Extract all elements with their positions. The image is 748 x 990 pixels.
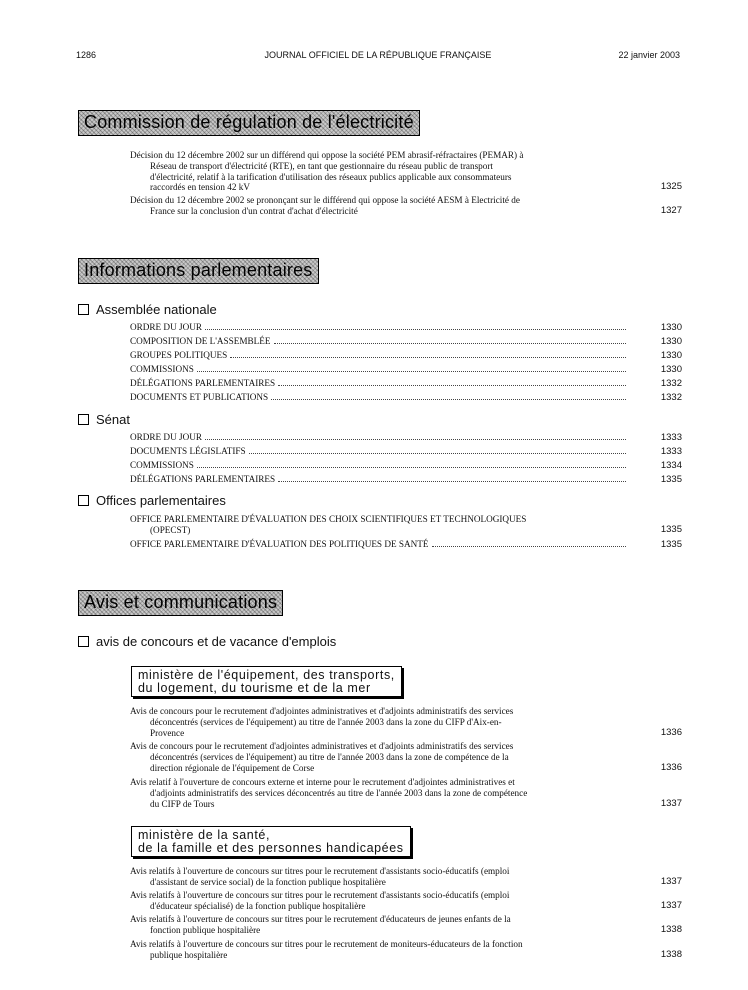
ministry-line: du logement, du tourisme et de la mer bbox=[138, 681, 371, 695]
row-page: 1334 bbox=[660, 460, 682, 471]
row-label: DOCUMENTS LÉGISLATIFS bbox=[130, 446, 246, 456]
entry-text-cont: Réseau de transport d'électricité (RTE), en tant que gestionnaire du réseau public de transport bbox=[150, 160, 493, 171]
subsection-heading: Offices parlementaires bbox=[96, 493, 226, 508]
toc-entry[interactable] bbox=[130, 195, 682, 217]
entry-text-first: Avis relatif à l'ouverture de concours externe et interne pour le recrutement d'adjointes administratives et bbox=[130, 777, 515, 787]
section-banner-info: Informations parlementaires bbox=[78, 258, 319, 284]
entry-text-first: Décision du 12 décembre 2002 se prononçant sur le différend qui oppose la société AESM à Electricité de bbox=[130, 195, 520, 205]
subsection-heading: Assemblée nationale bbox=[96, 302, 217, 317]
entry-page: 1336 bbox=[660, 761, 682, 773]
row-page: 1330 bbox=[660, 336, 682, 347]
entry-text-first: Avis relatifs à l'ouverture de concours sur titres pour le recrutement d'assistants socio-éducatifs (emploi bbox=[130, 866, 510, 876]
toc-row[interactable] bbox=[130, 378, 682, 390]
ministry-box-equipement bbox=[131, 666, 402, 697]
row-label: COMMISSIONS bbox=[130, 460, 194, 470]
entry-page: 1335 bbox=[660, 523, 682, 535]
issue-date: 22 janvier 2003 bbox=[618, 50, 680, 60]
entry-text-last: (OPECST) bbox=[150, 524, 191, 535]
section-banner-cre: Commission de régulation de l'électricité bbox=[78, 110, 420, 136]
entry-text-first: Décision du 12 décembre 2002 sur un différend qui oppose la société PEM abrasif-réfractaires (PEMAR) à bbox=[130, 150, 524, 160]
toc-row[interactable] bbox=[130, 364, 682, 376]
entry-text-last: d'éducateur spécialisé) de la fonction publique hospitalière bbox=[150, 900, 366, 911]
row-page: 1335 bbox=[660, 539, 682, 550]
row-label: COMPOSITION DE L'ASSEMBLÉE bbox=[130, 336, 271, 346]
entry-text-first: Avis de concours pour le recrutement d'adjointes administratives et d'adjoints administratifs des services bbox=[130, 741, 514, 751]
row-page: 1330 bbox=[660, 364, 682, 375]
row-label: DOCUMENTS ET PUBLICATIONS bbox=[130, 392, 269, 402]
row-page: 1330 bbox=[660, 350, 682, 361]
ministry-box-sante bbox=[131, 826, 411, 857]
entry-text-cont: déconcentrés (services de l'équipement) au titre de l'année 2003 dans la zone de compétence de la bbox=[150, 751, 509, 762]
leader-dots bbox=[197, 371, 626, 372]
toc-row[interactable] bbox=[130, 432, 682, 444]
row-page: 1335 bbox=[660, 474, 682, 485]
entry-text-last: d'assistant de service social) de la fonction publique hospitalière bbox=[150, 876, 386, 887]
entry-text-cont: déconcentrés (services de l'équipement) au titre de l'année 2003 dans la zone du CIFP d'Aix-en- bbox=[150, 716, 502, 727]
subsection-heading: Sénat bbox=[96, 412, 130, 427]
page-number: 1286 bbox=[76, 50, 97, 60]
section-banner-avis: Avis et communications bbox=[78, 590, 283, 616]
entry-text-first: Avis relatifs à l'ouverture de concours sur titres pour le recrutement d'éducateurs de jeunes enfants de la bbox=[130, 914, 511, 924]
entry-text-first: OFFICE PARLEMENTAIRE D'ÉVALUATION DES CHOIX SCIENTIFIQUES ET TECHNOLOGIQUES bbox=[130, 514, 527, 524]
subsection-assemblee bbox=[78, 302, 217, 317]
row-label: ORDRE DU JOUR bbox=[130, 432, 202, 442]
toc-row[interactable] bbox=[130, 392, 682, 404]
toc-row[interactable] bbox=[130, 446, 682, 458]
checkbox-square-icon bbox=[78, 495, 89, 506]
entry-page: 1337 bbox=[660, 797, 682, 809]
entry-text-last: publique hospitalière bbox=[150, 949, 228, 960]
leader-dots bbox=[432, 546, 627, 547]
row-label: DÉLÉGATIONS PARLEMENTAIRES bbox=[130, 474, 276, 484]
toc-entry[interactable] bbox=[130, 777, 682, 809]
entry-page: 1338 bbox=[660, 948, 682, 960]
entry-text-last: raccordés en tension 42 kV bbox=[150, 182, 251, 193]
leader-dots bbox=[197, 467, 626, 468]
entry-text-cont: d'électricité, relatif à la tarification d'utilisation des réseaux publics applicable aux consommateurs bbox=[150, 171, 512, 182]
toc-entry[interactable] bbox=[130, 866, 682, 888]
entry-page: 1336 bbox=[660, 726, 682, 738]
toc-row[interactable] bbox=[130, 350, 682, 362]
leader-dots bbox=[205, 439, 626, 440]
entry-text-first: Avis relatifs à l'ouverture de concours sur titres pour le recrutement de moniteurs-éducateurs de la fonction bbox=[130, 939, 523, 949]
entry-text-last: direction régionale de l'équipement de Corse bbox=[150, 762, 315, 773]
row-label: GROUPES POLITIQUES bbox=[130, 350, 228, 360]
entry-page: 1325 bbox=[660, 181, 682, 193]
entry-page: 1337 bbox=[660, 899, 682, 911]
leader-dots bbox=[249, 453, 626, 454]
toc-entry[interactable] bbox=[130, 741, 682, 773]
toc-entry[interactable] bbox=[130, 150, 682, 193]
row-label: DÉLÉGATIONS PARLEMENTAIRES bbox=[130, 378, 276, 388]
entry-text-last: France sur la conclusion d'un contrat d'achat d'électricité bbox=[150, 205, 358, 216]
journal-title: JOURNAL OFFICIEL DE LA RÉPUBLIQUE FRANÇAISE bbox=[264, 50, 492, 60]
entry-page: 1327 bbox=[660, 204, 682, 216]
entry-text-cont: d'adjoints administratifs des services déconcentrés au titre de l'année 2003 dans la zone de compétence bbox=[150, 787, 528, 798]
row-label: ORDRE DU JOUR bbox=[130, 322, 202, 332]
leader-dots bbox=[278, 481, 626, 482]
entry-text-last: du CIFP de Tours bbox=[150, 798, 215, 809]
toc-row[interactable] bbox=[130, 322, 682, 334]
checkbox-square-icon bbox=[78, 304, 89, 315]
row-page: 1332 bbox=[660, 378, 682, 389]
toc-entry[interactable] bbox=[130, 890, 682, 912]
toc-entry[interactable] bbox=[130, 939, 682, 961]
row-page: 1333 bbox=[660, 446, 682, 457]
toc-row[interactable] bbox=[130, 539, 682, 551]
subsection-offices bbox=[78, 493, 226, 508]
entry-page: 1337 bbox=[660, 875, 682, 887]
entry-page: 1338 bbox=[660, 923, 682, 935]
leader-dots bbox=[205, 329, 626, 330]
toc-row[interactable] bbox=[130, 336, 682, 348]
checkbox-square-icon bbox=[78, 414, 89, 425]
toc-row[interactable] bbox=[130, 474, 682, 486]
toc-row[interactable] bbox=[130, 460, 682, 472]
toc-entry[interactable] bbox=[130, 706, 682, 738]
entry-text-first: Avis relatifs à l'ouverture de concours sur titres pour le recrutement d'assistants socio-éducatifs (emploi bbox=[130, 890, 510, 900]
subsection-heading: avis de concours et de vacance d'emplois bbox=[96, 634, 337, 649]
leader-dots bbox=[274, 343, 627, 344]
leader-dots bbox=[230, 357, 626, 358]
leader-dots bbox=[278, 385, 626, 386]
toc-entry[interactable] bbox=[130, 514, 682, 536]
toc-entry[interactable] bbox=[130, 914, 682, 936]
row-page: 1330 bbox=[660, 322, 682, 333]
checkbox-square-icon bbox=[78, 636, 89, 647]
row-page: 1332 bbox=[660, 392, 682, 403]
subsection-senat bbox=[78, 412, 130, 427]
subsection-concours bbox=[78, 634, 336, 649]
leader-dots bbox=[271, 399, 626, 400]
ministry-line: de la famille et des personnes handicapées bbox=[138, 841, 404, 855]
row-label: COMMISSIONS bbox=[130, 364, 194, 374]
ministry-line: ministère de l'équipement, des transports, bbox=[138, 668, 395, 682]
row-label: OFFICE PARLEMENTAIRE D'ÉVALUATION DES POLITIQUES DE SANTÉ bbox=[130, 539, 429, 549]
entry-text-last: fonction publique hospitalière bbox=[150, 924, 261, 935]
entry-text-last: Provence bbox=[150, 727, 185, 738]
row-page: 1333 bbox=[660, 432, 682, 443]
ministry-line: ministère de la santé, bbox=[138, 828, 271, 842]
entry-text-first: Avis de concours pour le recrutement d'adjointes administratives et d'adjoints administratifs des services bbox=[130, 706, 514, 716]
